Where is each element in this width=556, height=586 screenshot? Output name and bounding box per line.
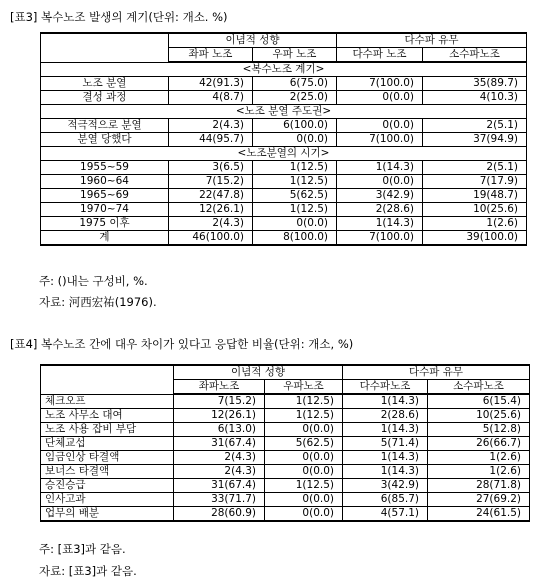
table-row	[41, 409, 530, 423]
data-cell: 1(2.6)	[428, 451, 530, 465]
table3-source: 자료: 河西宏祐(1976).	[39, 295, 157, 309]
data-cell: 1(14.3)	[337, 161, 423, 175]
data-cell: 2(25.0)	[253, 91, 337, 105]
data-cell: 3(6.5)	[169, 161, 253, 175]
table4-col-header: 다수파노조	[343, 380, 428, 395]
data-cell: 0(0.0)	[337, 119, 423, 133]
table4-group-header-row	[41, 365, 530, 380]
data-cell: 1(12.5)	[253, 161, 337, 175]
data-cell: 28(71.8)	[428, 479, 530, 493]
table-row	[41, 451, 530, 465]
data-cell: 7(100.0)	[337, 77, 423, 91]
table3-section-row	[41, 62, 527, 77]
data-cell: 7(17.9)	[423, 175, 527, 189]
data-cell: 2(28.6)	[343, 409, 428, 423]
data-cell: 26(66.7)	[428, 437, 530, 451]
data-cell: 1(12.5)	[265, 394, 343, 409]
data-cell: 44(95.7)	[169, 133, 253, 147]
data-cell: 1(2.6)	[423, 217, 527, 231]
table4-col-header: 좌파노조	[174, 380, 265, 395]
table-row	[41, 203, 527, 217]
row-label: 1965~69	[41, 189, 169, 203]
row-label: 노조 사무소 대여	[41, 409, 174, 423]
table3-section-title: <복수노조 계기>	[41, 62, 527, 77]
table3-group-header-row	[41, 33, 527, 48]
table3-col-header: 다수파 노조	[337, 48, 423, 63]
data-cell: 42(91.3)	[169, 77, 253, 91]
data-cell: 3(42.9)	[337, 189, 423, 203]
table3-title: [표3] 복수노조 발생의 계기(단위: 개소. %)	[10, 10, 228, 24]
data-cell: 24(61.5)	[428, 507, 530, 522]
table-row	[41, 161, 527, 175]
data-cell: 46(100.0)	[169, 231, 253, 246]
table-row	[41, 77, 527, 91]
table3-section-row	[41, 105, 527, 119]
data-cell: 4(57.1)	[343, 507, 428, 522]
data-cell: 0(0.0)	[253, 133, 337, 147]
table-row	[41, 91, 527, 105]
row-label: 적극적으로 분열	[41, 119, 169, 133]
table3-section-title: <노조분열의 시기>	[41, 147, 527, 161]
data-cell: 7(100.0)	[337, 133, 423, 147]
data-cell: 1(12.5)	[265, 479, 343, 493]
data-cell: 2(4.3)	[174, 451, 265, 465]
data-cell: 1(2.6)	[428, 465, 530, 479]
data-cell: 0(0.0)	[265, 451, 343, 465]
data-cell: 1(12.5)	[265, 409, 343, 423]
data-cell: 19(48.7)	[423, 189, 527, 203]
data-cell: 6(15.4)	[428, 394, 530, 409]
data-cell: 3(42.9)	[343, 479, 428, 493]
table4-group-header: 이념적 성향	[174, 365, 343, 380]
table4	[40, 364, 530, 522]
data-cell: 1(12.5)	[253, 175, 337, 189]
data-cell: 39(100.0)	[423, 231, 527, 246]
data-cell: 31(67.4)	[174, 437, 265, 451]
data-cell: 0(0.0)	[337, 91, 423, 105]
data-cell: 2(4.3)	[174, 465, 265, 479]
row-label: 승진승급	[41, 479, 174, 493]
data-cell: 27(69.2)	[428, 493, 530, 507]
row-label: 단체교섭	[41, 437, 174, 451]
data-cell: 7(15.2)	[169, 175, 253, 189]
table4-group-header: 다수파 유무	[343, 365, 530, 380]
row-label: 결성 과정	[41, 91, 169, 105]
data-cell: 10(25.6)	[428, 409, 530, 423]
table4-title: [표4] 복수노조 간에 대우 차이가 있다고 응답한 비율(단위: 개소, %)	[10, 337, 354, 351]
table-row	[41, 423, 530, 437]
table-row	[41, 437, 530, 451]
data-cell: 2(4.3)	[169, 217, 253, 231]
data-cell: 6(100.0)	[253, 119, 337, 133]
table3-section-title: <노조 분열 주도권>	[41, 105, 527, 119]
data-cell: 6(75.0)	[253, 77, 337, 91]
table4-col-header: 소수파노조	[428, 380, 530, 395]
data-cell: 33(71.7)	[174, 493, 265, 507]
table3-group-header: 다수파 유무	[337, 33, 527, 48]
data-cell: 0(0.0)	[265, 465, 343, 479]
data-cell: 6(13.0)	[174, 423, 265, 437]
data-cell: 12(26.1)	[174, 409, 265, 423]
data-cell: 10(25.6)	[423, 203, 527, 217]
data-cell: 12(26.1)	[169, 203, 253, 217]
table-row	[41, 217, 527, 231]
table-row	[41, 119, 527, 133]
data-cell: 0(0.0)	[265, 507, 343, 522]
table3-col-header: 좌파 노조	[169, 48, 253, 63]
data-cell: 1(12.5)	[253, 203, 337, 217]
table-row	[41, 493, 530, 507]
table3-section-row	[41, 147, 527, 161]
data-cell: 31(67.4)	[174, 479, 265, 493]
data-cell: 2(28.6)	[337, 203, 423, 217]
table3	[40, 32, 527, 246]
row-label: 1960~64	[41, 175, 169, 189]
table-row	[41, 133, 527, 147]
data-cell: 0(0.0)	[337, 175, 423, 189]
data-cell: 0(0.0)	[265, 423, 343, 437]
table3-group-header: 이념적 성향	[169, 33, 337, 48]
table3-corner-cell	[41, 33, 169, 62]
data-cell: 2(5.1)	[423, 161, 527, 175]
table4-corner-cell	[41, 365, 174, 394]
data-cell: 1(14.3)	[343, 465, 428, 479]
table4-source: 자료: [표3]과 같음.	[39, 564, 137, 578]
data-cell: 1(14.3)	[337, 217, 423, 231]
data-cell: 37(94.9)	[423, 133, 527, 147]
table3-col-header: 소수파노조	[423, 48, 527, 63]
data-cell: 7(15.2)	[174, 394, 265, 409]
data-cell: 7(100.0)	[337, 231, 423, 246]
table3-col-header: 우파 노조	[253, 48, 337, 63]
data-cell: 5(12.8)	[428, 423, 530, 437]
row-label: 체크오프	[41, 394, 174, 409]
row-label: 업무의 배분	[41, 507, 174, 522]
data-cell: 8(100.0)	[253, 231, 337, 246]
row-label: 1955~59	[41, 161, 169, 175]
row-label: 분열 당했다	[41, 133, 169, 147]
row-label: 임금인상 타결액	[41, 451, 174, 465]
table-row	[41, 175, 527, 189]
table4-note: 주: [표3]과 같음.	[39, 542, 126, 556]
table-row	[41, 465, 530, 479]
data-cell: 0(0.0)	[265, 493, 343, 507]
data-cell: 5(62.5)	[265, 437, 343, 451]
row-label: 노조 분열	[41, 77, 169, 91]
table-row	[41, 231, 527, 246]
row-label: 보너스 타결액	[41, 465, 174, 479]
data-cell: 28(60.9)	[174, 507, 265, 522]
table-row	[41, 189, 527, 203]
row-label: 노조 사용 잡비 부담	[41, 423, 174, 437]
data-cell: 1(14.3)	[343, 451, 428, 465]
data-cell: 5(71.4)	[343, 437, 428, 451]
row-label: 인사고과	[41, 493, 174, 507]
row-label: 1970~74	[41, 203, 169, 217]
data-cell: 22(47.8)	[169, 189, 253, 203]
data-cell: 2(5.1)	[423, 119, 527, 133]
table4-col-header: 우파노조	[265, 380, 343, 395]
table3-note: 주: ()내는 구성비, %.	[39, 274, 148, 288]
data-cell: 4(10.3)	[423, 91, 527, 105]
table-row	[41, 479, 530, 493]
data-cell: 6(85.7)	[343, 493, 428, 507]
data-cell: 1(14.3)	[343, 423, 428, 437]
data-cell: 4(8.7)	[169, 91, 253, 105]
data-cell: 1(14.3)	[343, 394, 428, 409]
data-cell: 5(62.5)	[253, 189, 337, 203]
table-row	[41, 394, 530, 409]
row-label: 계	[41, 231, 169, 246]
data-cell: 2(4.3)	[169, 119, 253, 133]
data-cell: 0(0.0)	[253, 217, 337, 231]
row-label: 1975 이후	[41, 217, 169, 231]
data-cell: 35(89.7)	[423, 77, 527, 91]
table-row	[41, 507, 530, 522]
